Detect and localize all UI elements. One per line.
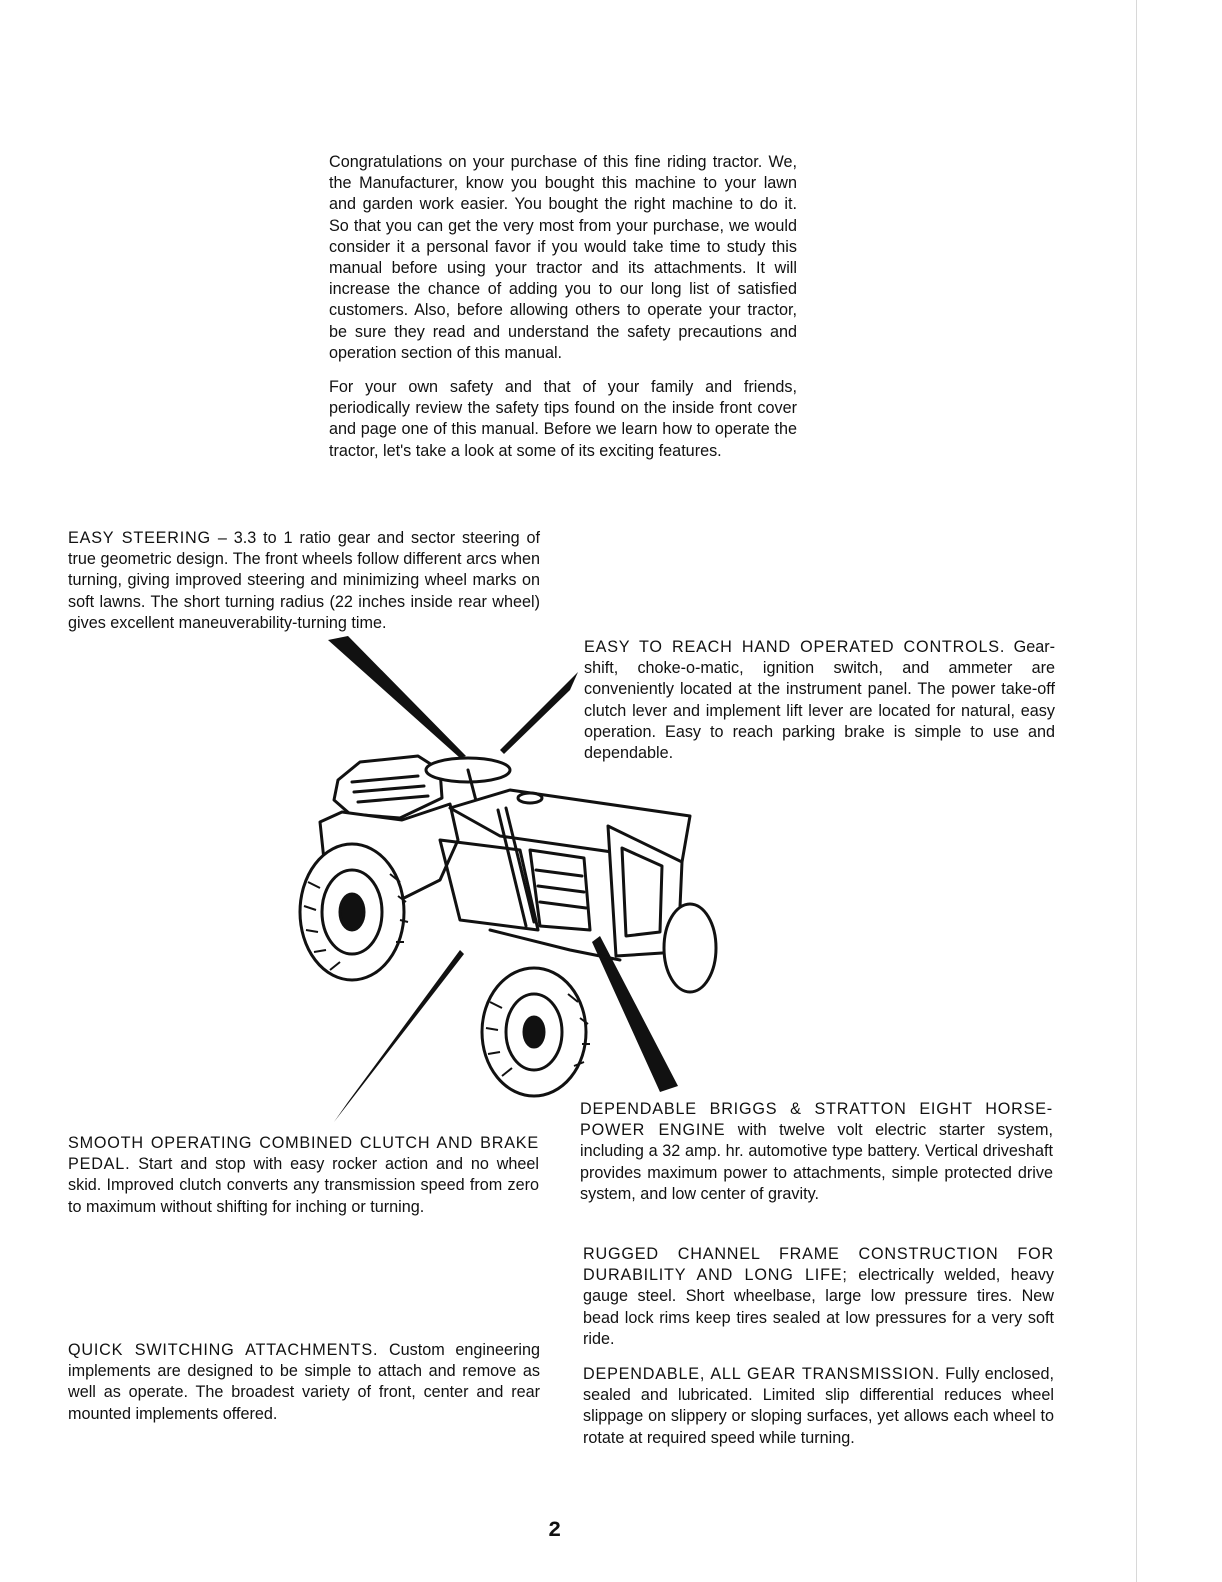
- tractor-illustration: [290, 630, 720, 1130]
- feature-heading: EASY STEERING: [68, 529, 211, 547]
- feature-heading: DEPENDABLE, ALL GEAR TRANSMISSION.: [583, 1365, 940, 1383]
- feature-text: – 3.3 to 1 ratio gear and sector steering of true geometric design. The front wheels follow different arcs when turning, giving improved steering and minimizing wheel marks on soft lawns. The short turning radius (22 inches inside rear wheel) gives excellent maneuverability-turning time.: [68, 529, 540, 632]
- feature-heading: DEPENDABLE BRIGGS & STRATTON EIGHT HORSE-POWER ENGINE: [580, 1100, 1053, 1140]
- intro-paragraph-2: For your own safety and that of your family and friends, periodically review the safety tips found on the inside front cover and page one of this manual. Before we learn how to operate the tractor, let's take a look at some of its exciting features.: [329, 378, 797, 460]
- intro-paragraph-1: Congratulations on your purchase of this fine riding tractor. We, the Manufacturer, know you bought this machine to your lawn and garden work easier. You bought the right machine to do it. So that you can get the very most from your purchase, we would consider it a personal favor if you would take time to study this manual before using your tractor and its attachments. It will increase the chance of adding you to our long list of satisfied customers. Also, before allowing others to operate your tractor, be sure they read and understand the safety precautions and operation section of this manual.: [329, 153, 797, 362]
- feature-easy-steering: [68, 528, 540, 634]
- feature-text: Gear-shift, choke-o-matic, ignition switch, and ammeter are conveniently located at the instrument panel. The power take-off clutch lever and implement lift lever are located for natural, easy operation. Easy to reach parking brake is simple to use and dependable.: [584, 638, 1055, 763]
- feature-heading: QUICK SWITCHING ATTACHMENTS.: [68, 1341, 379, 1359]
- feature-attachments: [68, 1340, 540, 1425]
- intro-section: [329, 152, 797, 462]
- feature-text: Start and stop with easy rocker action and no wheel skid. Improved clutch converts any transmission speed from zero to maximum without shifting for inching or turning.: [68, 1155, 539, 1216]
- pointer-steering: [328, 636, 466, 758]
- feature-text: with twelve volt electric starter system, including a 32 amp. hr. automotive type battery. Vertical driveshaft provides maximum power to attachments, simple protected drive system, and low center of gravity.: [580, 1121, 1053, 1203]
- feature-clutch-brake: [68, 1133, 539, 1218]
- feature-heading: RUGGED CHANNEL FRAME CONSTRUCTION FOR DURABILITY AND LONG LIFE;: [583, 1245, 1054, 1285]
- feature-transmission: [583, 1364, 1054, 1449]
- page-number: 2: [548, 1518, 562, 1543]
- tractor-seat: [334, 756, 442, 818]
- pointer-controls: [500, 672, 578, 754]
- page-edge-line: [1136, 0, 1137, 1582]
- feature-text: Fully enclosed, sealed and lubricated. Limited slip differential reduces wheel slippage on slippery or sloping surfaces, yet allows each wheel to rotate at required speed while turning.: [583, 1365, 1055, 1447]
- feature-channel-frame: [583, 1244, 1054, 1350]
- feature-text: electrically welded, heavy gauge steel. Short wheelbase, large low pressure tires. New bead lock rims keep tires sealed at low pressures for a very soft ride.: [583, 1266, 1054, 1348]
- feature-heading: EASY TO REACH HAND OPERATED CONTROLS.: [584, 638, 1006, 656]
- feature-text: Custom engineering implements are designed to be simple to attach and remove as well as operate. The broadest variety of front, center and rear mounted implements offered.: [68, 1341, 541, 1423]
- feature-heading: SMOOTH OPERATING COMBINED CLUTCH AND BRAKE PEDAL.: [68, 1134, 539, 1174]
- tractor-front-wheel-far: [664, 904, 716, 992]
